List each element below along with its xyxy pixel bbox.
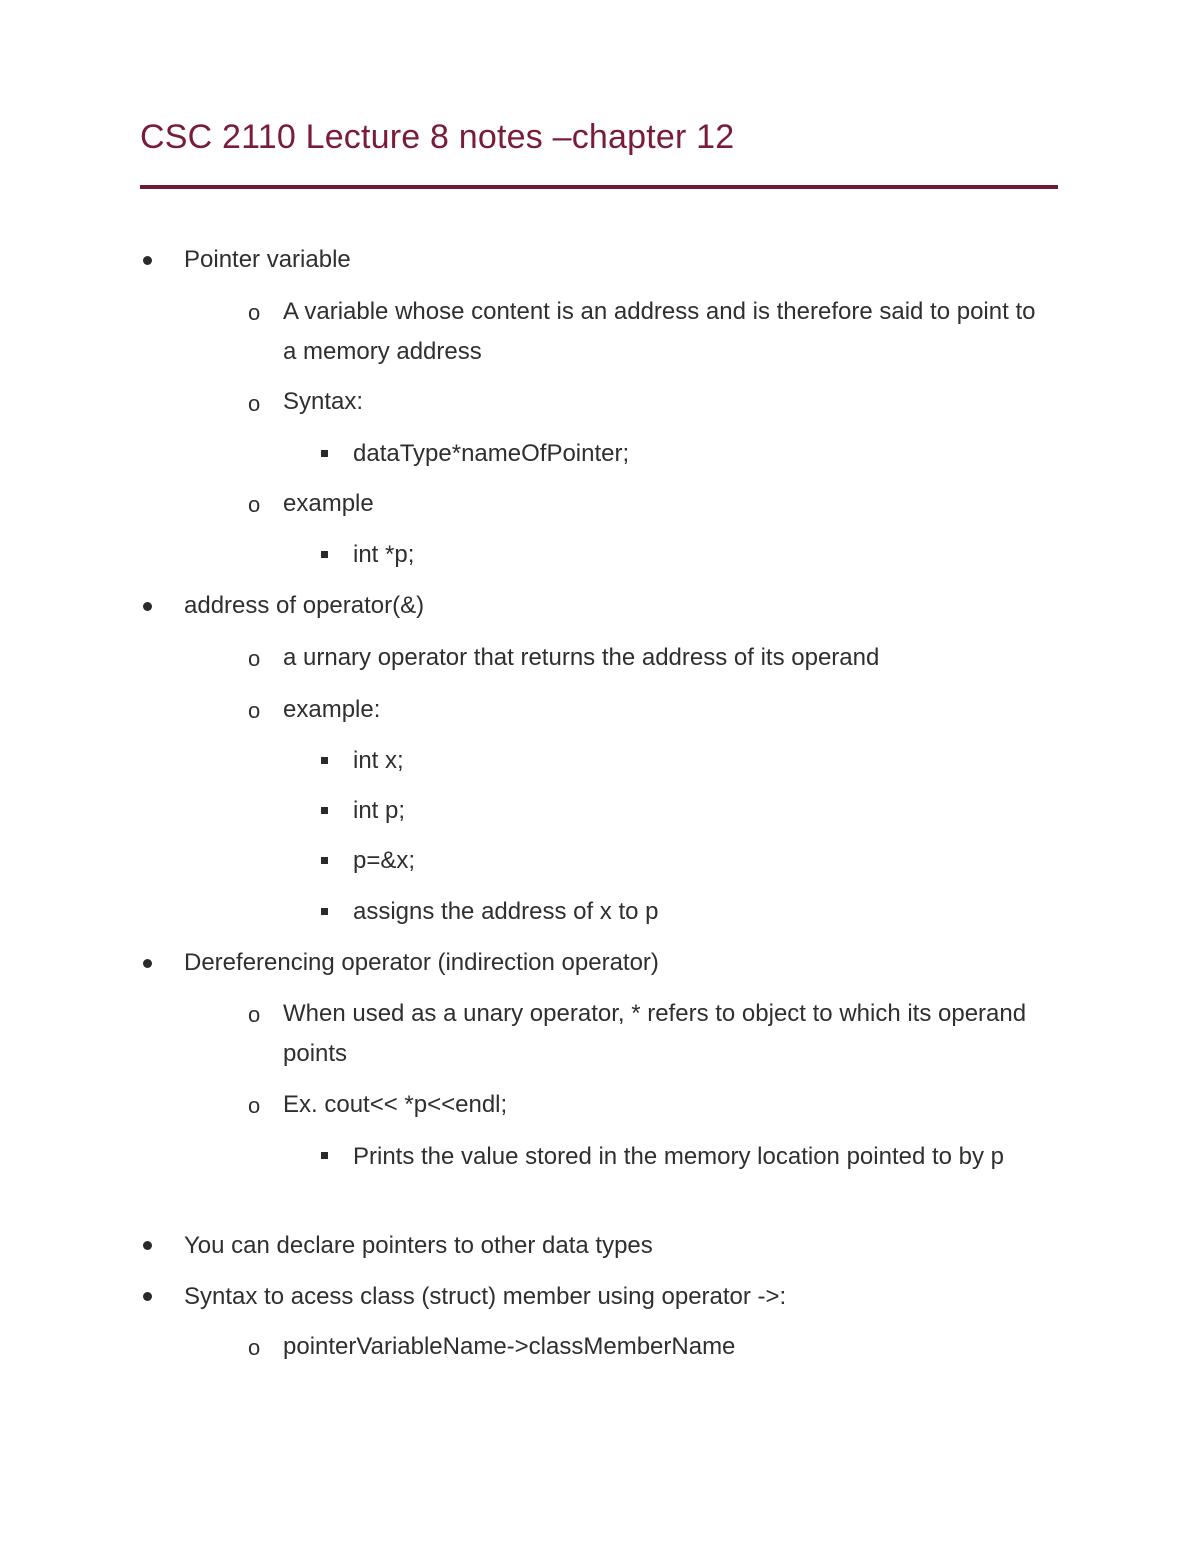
list-item <box>184 586 424 626</box>
bullet-circle-icon: o <box>248 1093 261 1118</box>
bullet-dot-icon <box>143 256 152 265</box>
sub-sub-list-item <box>353 1137 1053 1177</box>
sub-sub-list-item <box>353 841 415 881</box>
sub-sub-list-item <box>353 791 405 831</box>
sub-list-item <box>283 1085 507 1125</box>
bullet-square-icon <box>321 551 328 558</box>
list-item <box>184 240 351 280</box>
sub-list-item-text: Ex. cout<< *p<<endl; <box>283 1091 508 1118</box>
sub-sub-list-item <box>353 535 414 575</box>
sub-list-item <box>283 1327 735 1367</box>
sub-list-item-text: a urnary operator that returns the address of its operand <box>283 644 880 671</box>
sub-list-item <box>283 690 380 730</box>
bullet-square-icon <box>321 1152 328 1159</box>
sub-list-item-text: pointerVariableName->classMemberName <box>283 1333 736 1360</box>
sub-sub-list-item-text: int *p; <box>353 541 415 568</box>
sub-sub-list-item-text: dataType*nameOfPointer; <box>353 440 630 467</box>
sub-list-item-text: When used as a unary operator, * refers to object to which its operand points <box>283 1000 1027 1067</box>
sub-sub-list-item-text: p=&x; <box>353 847 416 874</box>
bullet-circle-icon: o <box>248 300 261 325</box>
sub-sub-list-item <box>353 434 629 474</box>
sub-list-item-text: example: <box>283 696 381 723</box>
bullet-square-icon <box>321 807 328 814</box>
sub-sub-list-item-text: int p; <box>353 797 406 824</box>
list-item <box>184 1277 786 1317</box>
sub-list-item-text: A variable whose content is an address and is therefore said to point to a memory address <box>283 298 1036 365</box>
bullet-circle-icon: o <box>248 492 261 517</box>
bullet-square-icon <box>321 757 328 764</box>
list-item <box>184 1226 653 1266</box>
sub-list-item <box>283 382 363 422</box>
list-item <box>184 943 659 983</box>
sub-list-item-text: example <box>283 490 374 517</box>
bullet-dot-icon <box>143 959 152 968</box>
bullet-square-icon <box>321 450 328 457</box>
bullet-square-icon <box>321 857 328 864</box>
bullet-square-icon <box>321 908 328 915</box>
list-item-text: Dereferencing operator (indirection operator) <box>184 949 659 976</box>
bullet-circle-icon: o <box>248 646 261 671</box>
sub-list-item <box>283 484 374 524</box>
sub-sub-list-item <box>353 741 404 781</box>
sub-list-item-text: Syntax: <box>283 388 364 415</box>
bullet-circle-icon: o <box>248 698 261 723</box>
list-item-text: You can declare pointers to other data types <box>184 1232 653 1259</box>
sub-sub-list-item-text: Prints the value stored in the memory location pointed to by p <box>353 1143 1005 1170</box>
sub-list-item <box>283 994 1043 1074</box>
title-divider <box>140 185 1058 189</box>
sub-sub-list-item-text: int x; <box>353 747 404 774</box>
sub-sub-list-item-text: assigns the address of x to p <box>353 898 659 925</box>
list-item-text: Syntax to acess class (struct) member using operator ->: <box>184 1283 787 1310</box>
bullet-dot-icon <box>143 1241 152 1250</box>
list-item-text: Pointer variable <box>184 246 351 273</box>
bullet-dot-icon <box>143 602 152 611</box>
sub-list-item <box>283 292 1043 372</box>
list-item-text: address of operator(&) <box>184 592 425 619</box>
bullet-dot-icon <box>143 1292 152 1301</box>
bullet-circle-icon: o <box>248 391 261 416</box>
page-title: CSC 2110 Lecture 8 notes –chapter 12 <box>140 118 735 156</box>
sub-list-item <box>283 638 879 678</box>
bullet-circle-icon: o <box>248 1002 261 1027</box>
sub-sub-list-item <box>353 892 659 932</box>
bullet-circle-icon: o <box>248 1335 261 1360</box>
